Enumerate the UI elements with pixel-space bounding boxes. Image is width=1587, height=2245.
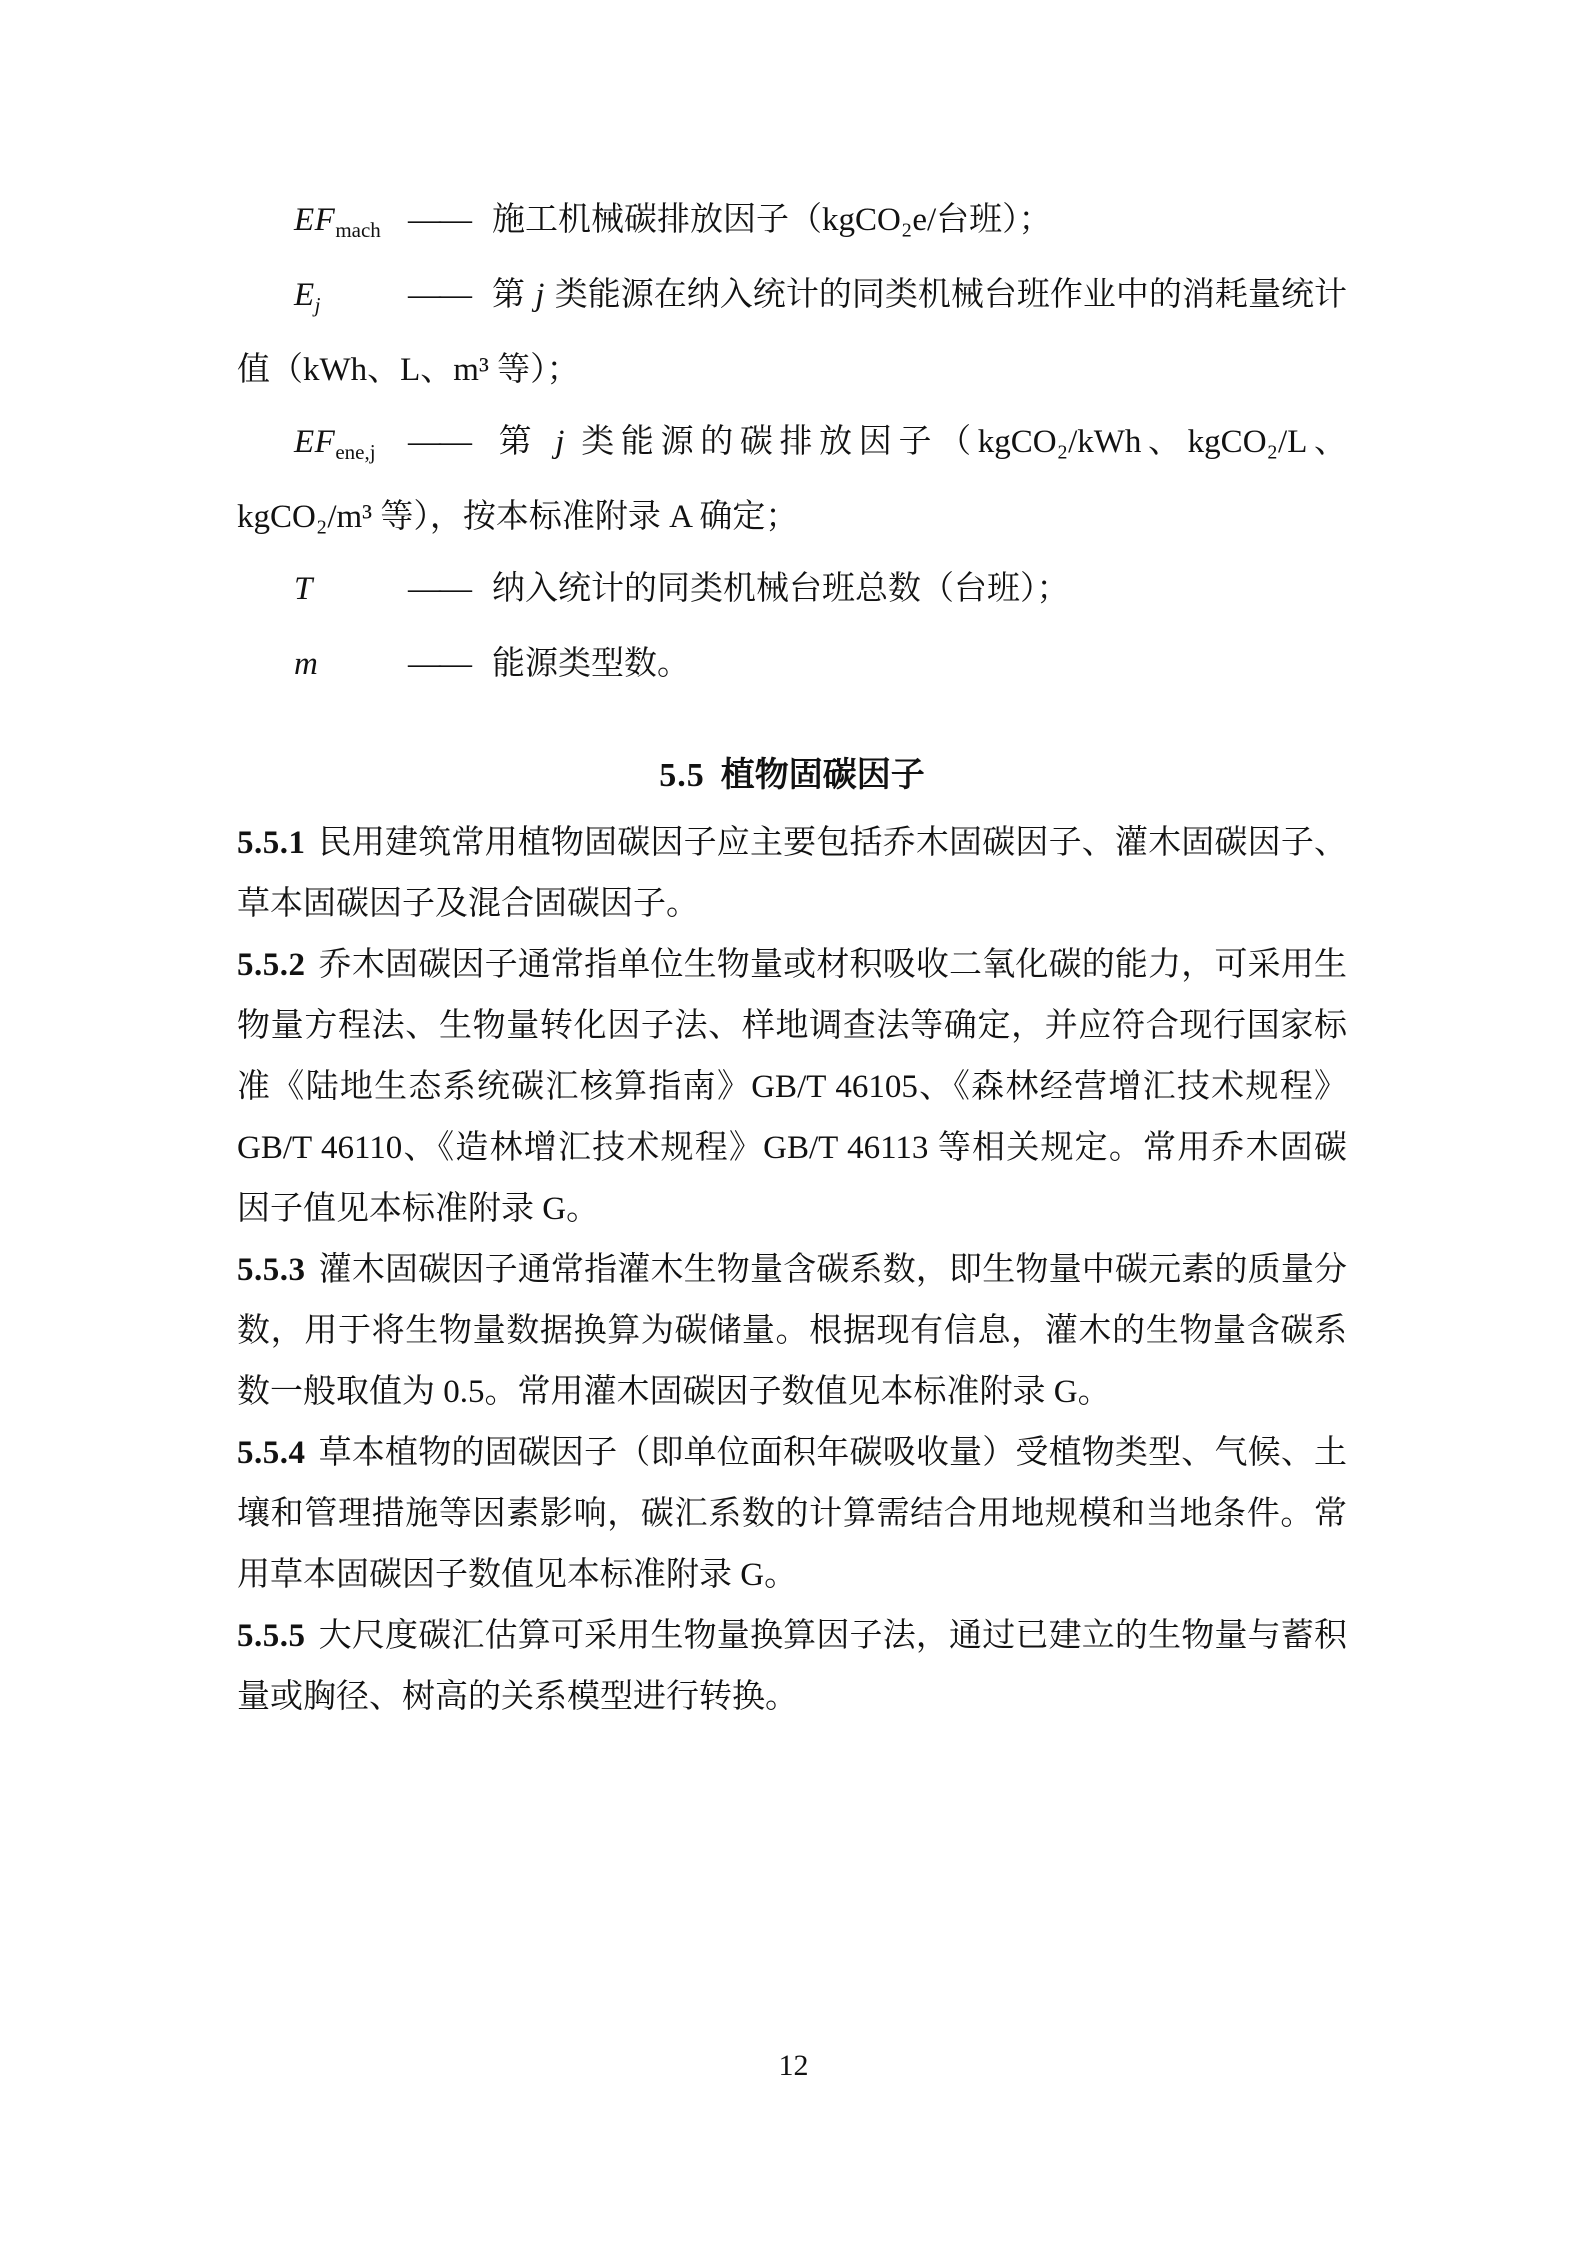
symbol-base: T [294,571,313,607]
em-dash: —— [408,277,470,313]
symbol-base: EF [294,424,336,460]
clause-number: 5.5.5 [237,1618,306,1654]
clause-number: 5.5.1 [237,825,306,861]
clause-text: 民用建筑常用植物固碳因子应主要包括乔木固碳因子、灌木固碳因子、草本固碳因子及混合固碳因子。 [237,825,1347,922]
variable-j: j [555,424,565,460]
definition-text: 施工机械碳排放因子（kgCO₂e/台班）； [492,202,1052,238]
clause-text: 乔木固碳因子通常指单位生物量或材积吸收二氧化碳的能力，可采用生物量方程法、生物量转化因子法、样地调查法等确定，并应符合现行国家标准《陆地生态系统碳汇核算指南》GB/T 46105、《森林经营增汇技术规程》GB/T 46110、《造林增汇技术规程》GB/T 46113 等相关规定。常用乔木固碳因子值见本标准附录 G。 [237,947,1347,1227]
clause-paragraph [237,1606,1347,1728]
symbol-subscript: j [314,293,321,317]
em-dash: —— [408,646,470,682]
definition-text-pre: 第 [492,424,554,460]
variable-j: j [535,277,545,313]
clause-text: 草本植物的固碳因子（即单位面积年碳吸收量）受植物类型、气候、土壤和管理措施等因素影响，碳汇系数的计算需结合用地规模和当地条件。常用草本固碳因子数值见本标准附录 G。 [237,1435,1347,1593]
section-heading [237,753,1347,799]
clause-paragraph [237,1423,1347,1606]
symbol [294,184,408,259]
definition-text: 类能源的碳排放因子（kgCO₂/kWh、kgCO₂/L、kgCO₂/m³ 等），按本标准附录 A 确定； [237,424,1348,535]
symbol-base: E [294,277,315,313]
page-number: 12 [778,2049,809,2082]
symbol-subscript: mach [335,218,381,242]
clause-text: 灌木固碳因子通常指灌木生物量含碳系数，即生物量中碳元素的质量分数，用于将生物量数据换算为碳储量。根据现有信息，灌木的生物量含碳系数一般取值为 0.5。常用灌木固碳因子数值见本标准附录 G。 [237,1252,1347,1410]
clause-number: 5.5.3 [237,1252,306,1288]
clause-number: 5.5.2 [237,947,306,983]
definition-row [237,406,1347,553]
clause-text: 大尺度碳汇估算可采用生物量换算因子法，通过已建立的生物量与蓄积量或胸径、树高的关系模型进行转换。 [237,1618,1347,1715]
section-number: 5.5 [659,757,705,794]
clause-paragraph [237,935,1347,1240]
clause-paragraph [237,813,1347,935]
symbol-base: m [294,646,319,682]
symbol [294,553,408,628]
symbol [294,628,408,703]
section-title: 植物固碳因子 [720,757,925,794]
em-dash: —— [408,571,470,607]
definition-row [237,628,1347,703]
definition-row [237,553,1347,628]
definition-text: 纳入统计的同类机械台班总数（台班）； [492,571,1070,607]
definition-row [237,184,1347,259]
definition-text-pre: 第 [492,277,534,313]
definition-text: 能源类型数。 [492,646,690,682]
clause-number: 5.5.4 [237,1435,306,1471]
symbol-subscript: ene,j [335,440,376,464]
em-dash: —— [408,202,470,238]
symbol [294,259,408,334]
clause-list [237,813,1347,1728]
symbol-definition-list [237,184,1347,703]
symbol-base: EF [294,202,336,238]
em-dash: —— [408,424,470,460]
definition-text: 类能源在纳入统计的同类机械台班作业中的消耗量统计值（kWh、L、m³ 等）； [237,277,1348,388]
symbol [294,406,408,481]
page-body [237,184,1347,1728]
clause-paragraph [237,1240,1347,1423]
definition-row [237,259,1347,406]
